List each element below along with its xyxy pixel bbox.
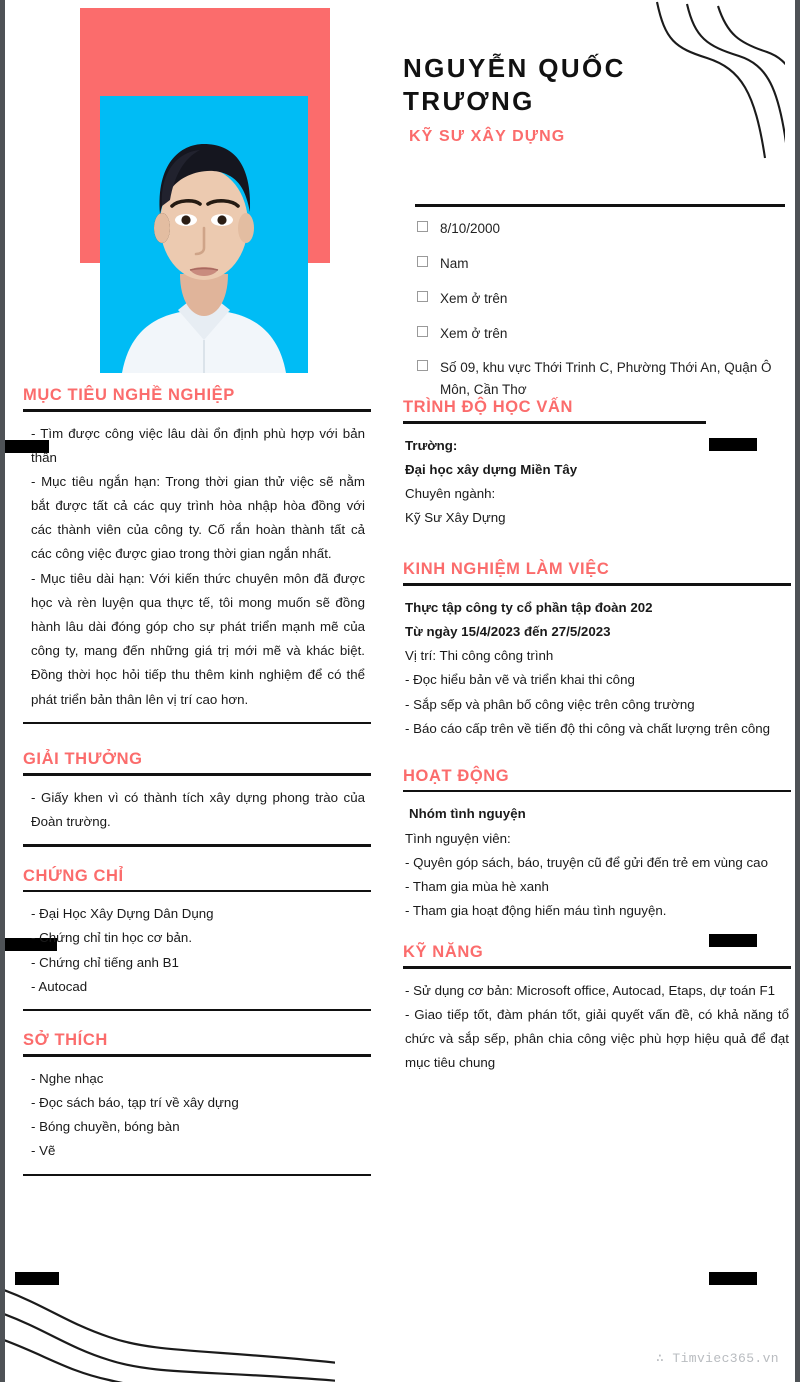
contact-value: Số 09, khu vực Thới Trinh C, Phường Thới An, Quận Ô Môn, Cần Thơ: [440, 360, 772, 398]
major-name: Kỹ Sư Xây Dựng: [405, 510, 506, 526]
section-certificates: [23, 867, 371, 1012]
experience-body: [403, 596, 791, 741]
employment-period: Từ ngày 15/4/2023 đến 27/5/2023: [405, 623, 611, 639]
section-hobbies: [23, 1031, 371, 1176]
header-block: [403, 52, 763, 146]
list-item: [417, 357, 777, 401]
contact-list: [417, 218, 777, 414]
section-awards: [23, 750, 371, 846]
contact-value: Nam: [440, 255, 469, 271]
section-divider-bottom: [23, 1174, 371, 1177]
section-title: KỸ NĂNG: [403, 943, 484, 962]
section-title: CHỨNG CHỈ: [23, 866, 124, 885]
section-experience: [403, 560, 791, 741]
list-item: - Chứng chỉ tin học cơ bản.: [31, 930, 193, 946]
right-column: [403, 398, 791, 1080]
objective-paragraph: - Mục tiêu dài hạn: Với kiến thức chuyên môn đã được học và rèn luyện qua thực tế, tôi mong muốn sẽ đồng hành lâu dài đóng góp cho sự phát triển mạnh mẽ của công ty, mang đến những giá trị mới mẽ và khác biệt. Đồng thời học hỏi tiếp thu thêm kinh nghiệm để có thể phát triển bản thân lên vị trí cao hơn.: [31, 570, 365, 707]
list-item: - Báo cáo cấp trên về tiến độ thi công và chất lượng trên công: [405, 720, 771, 736]
list-item: - Đọc sách báo, tạp trí về xây dựng: [31, 1095, 239, 1111]
page-title: NGUYỄN QUỐC TRƯƠNG: [403, 53, 626, 116]
list-item: - Đại Học Xây Dựng Dân Dụng: [31, 906, 214, 922]
section-divider: [403, 583, 791, 586]
job-title: KỸ SƯ XÂY DỰNG: [409, 128, 566, 145]
contact-value: Xem ở trên: [440, 290, 508, 306]
section-education: [403, 398, 791, 530]
list-item: - Bóng chuyền, bóng bàn: [31, 1119, 180, 1135]
activities-body: [403, 802, 791, 923]
section-title: KINH NGHIỆM LÀM VIỆC: [403, 560, 610, 579]
section-divider-bottom: [23, 722, 371, 725]
section-divider-bottom: [23, 1009, 371, 1012]
section-title: TRÌNH ĐỘ HỌC VẤN: [403, 398, 574, 416]
list-item: - Tham gia mùa hè xanh: [405, 878, 549, 894]
section-title: SỞ THÍCH: [23, 1031, 108, 1050]
section-divider: [23, 409, 371, 412]
list-item: - Sắp sếp và phân bố công việc trên công trường: [405, 696, 695, 712]
list-item: [417, 323, 777, 345]
section-skills: [403, 943, 791, 1075]
avatar: [100, 96, 308, 373]
edge-bar-left-3: [15, 1272, 59, 1285]
contact-value: Xem ở trên: [440, 325, 508, 341]
education-body: [403, 434, 791, 531]
watermark: ∴ Timviec365.vn: [655, 1351, 779, 1366]
list-item: - Chứng chỉ tiếng anh B1: [31, 954, 179, 970]
objective-paragraph: - Tìm được công việc lâu dài ổn định phù hợp với bản thân: [31, 425, 365, 465]
checkbox-icon: [417, 360, 428, 371]
objective-paragraph: - Mục tiêu ngắn hạn: Trong thời gian thử việc sẽ nằm bắt được tất cả các quy trình hòa nhập hòa đồng với các thành viên của công ty. Cố rắn hoàn thành tất cả các công việc được giao trong thời gian ngắn nhất.: [31, 473, 365, 562]
list-item: - Autocad: [31, 978, 88, 994]
contact-value: 8/10/2000: [440, 221, 501, 236]
activity-group: Nhóm tình nguyện: [409, 806, 526, 822]
header-divider: [415, 204, 785, 207]
list-item: [417, 218, 777, 240]
position: Vị trí: Thi công công trình: [405, 648, 554, 664]
section-divider-bottom: [23, 844, 371, 847]
school-name: Đại học xây dựng Miền Tây: [405, 461, 578, 477]
checkbox-icon: [417, 326, 428, 337]
list-item: - Sử dụng cơ bản: Microsoft office, Autocad, Etaps, dự toán F1: [405, 982, 775, 998]
list-item: [417, 288, 777, 310]
school-label: Trường:: [405, 437, 458, 453]
hobbies-body: [23, 1067, 371, 1164]
certificates-body: [23, 902, 371, 999]
company-name: Thực tập công ty cổ phần tập đoàn 202: [405, 599, 653, 615]
section-objective: [23, 386, 371, 724]
section-divider: [23, 890, 371, 893]
list-item: [417, 253, 777, 275]
list-item: - Giao tiếp tốt, đàm phán tốt, giải quyết vấn đề, có khả năng tổ chức và sắp sếp, phân chia công việc phù hợp hiệu quả để đạt mục tiêu chung: [405, 1007, 789, 1071]
section-activities: [403, 767, 791, 923]
checkbox-icon: [417, 221, 428, 232]
section-divider: [403, 421, 706, 424]
edge-bar-right-3: [709, 1272, 757, 1285]
activity-role: Tình nguyện viên:: [405, 830, 511, 846]
section-divider: [403, 790, 791, 793]
skills-body: [403, 979, 791, 1076]
checkbox-icon: [417, 256, 428, 267]
section-divider: [23, 1054, 371, 1057]
wave-decoration-bottom-left: [5, 1277, 335, 1382]
cv-page: [5, 0, 795, 1382]
awards-body: [23, 786, 371, 834]
section-title: MỤC TIÊU NGHỀ NGHIỆP: [23, 386, 235, 404]
list-item: - Vẽ: [31, 1143, 56, 1159]
major-label: Chuyên ngành:: [405, 485, 496, 501]
award-item: - Giấy khen vì có thành tích xây dựng phong trào của Đoàn trường.: [31, 789, 365, 829]
section-title: GIẢI THƯỞNG: [23, 750, 143, 769]
section-title: HOẠT ĐỘNG: [403, 766, 510, 785]
list-item: - Đọc hiểu bản vẽ và triển khai thi công: [405, 672, 635, 688]
list-item: - Tham gia hoạt động hiến máu tình nguyện.: [405, 903, 667, 919]
photo-block: [75, 8, 330, 373]
left-column: [23, 386, 371, 1180]
section-divider: [23, 773, 371, 776]
objective-body: [23, 422, 371, 712]
section-divider: [403, 966, 791, 969]
list-item: - Quyên góp sách, báo, truyện cũ để gửi đến trẻ em vùng cao: [405, 854, 768, 870]
checkbox-icon: [417, 291, 428, 302]
list-item: - Nghe nhạc: [31, 1070, 104, 1086]
